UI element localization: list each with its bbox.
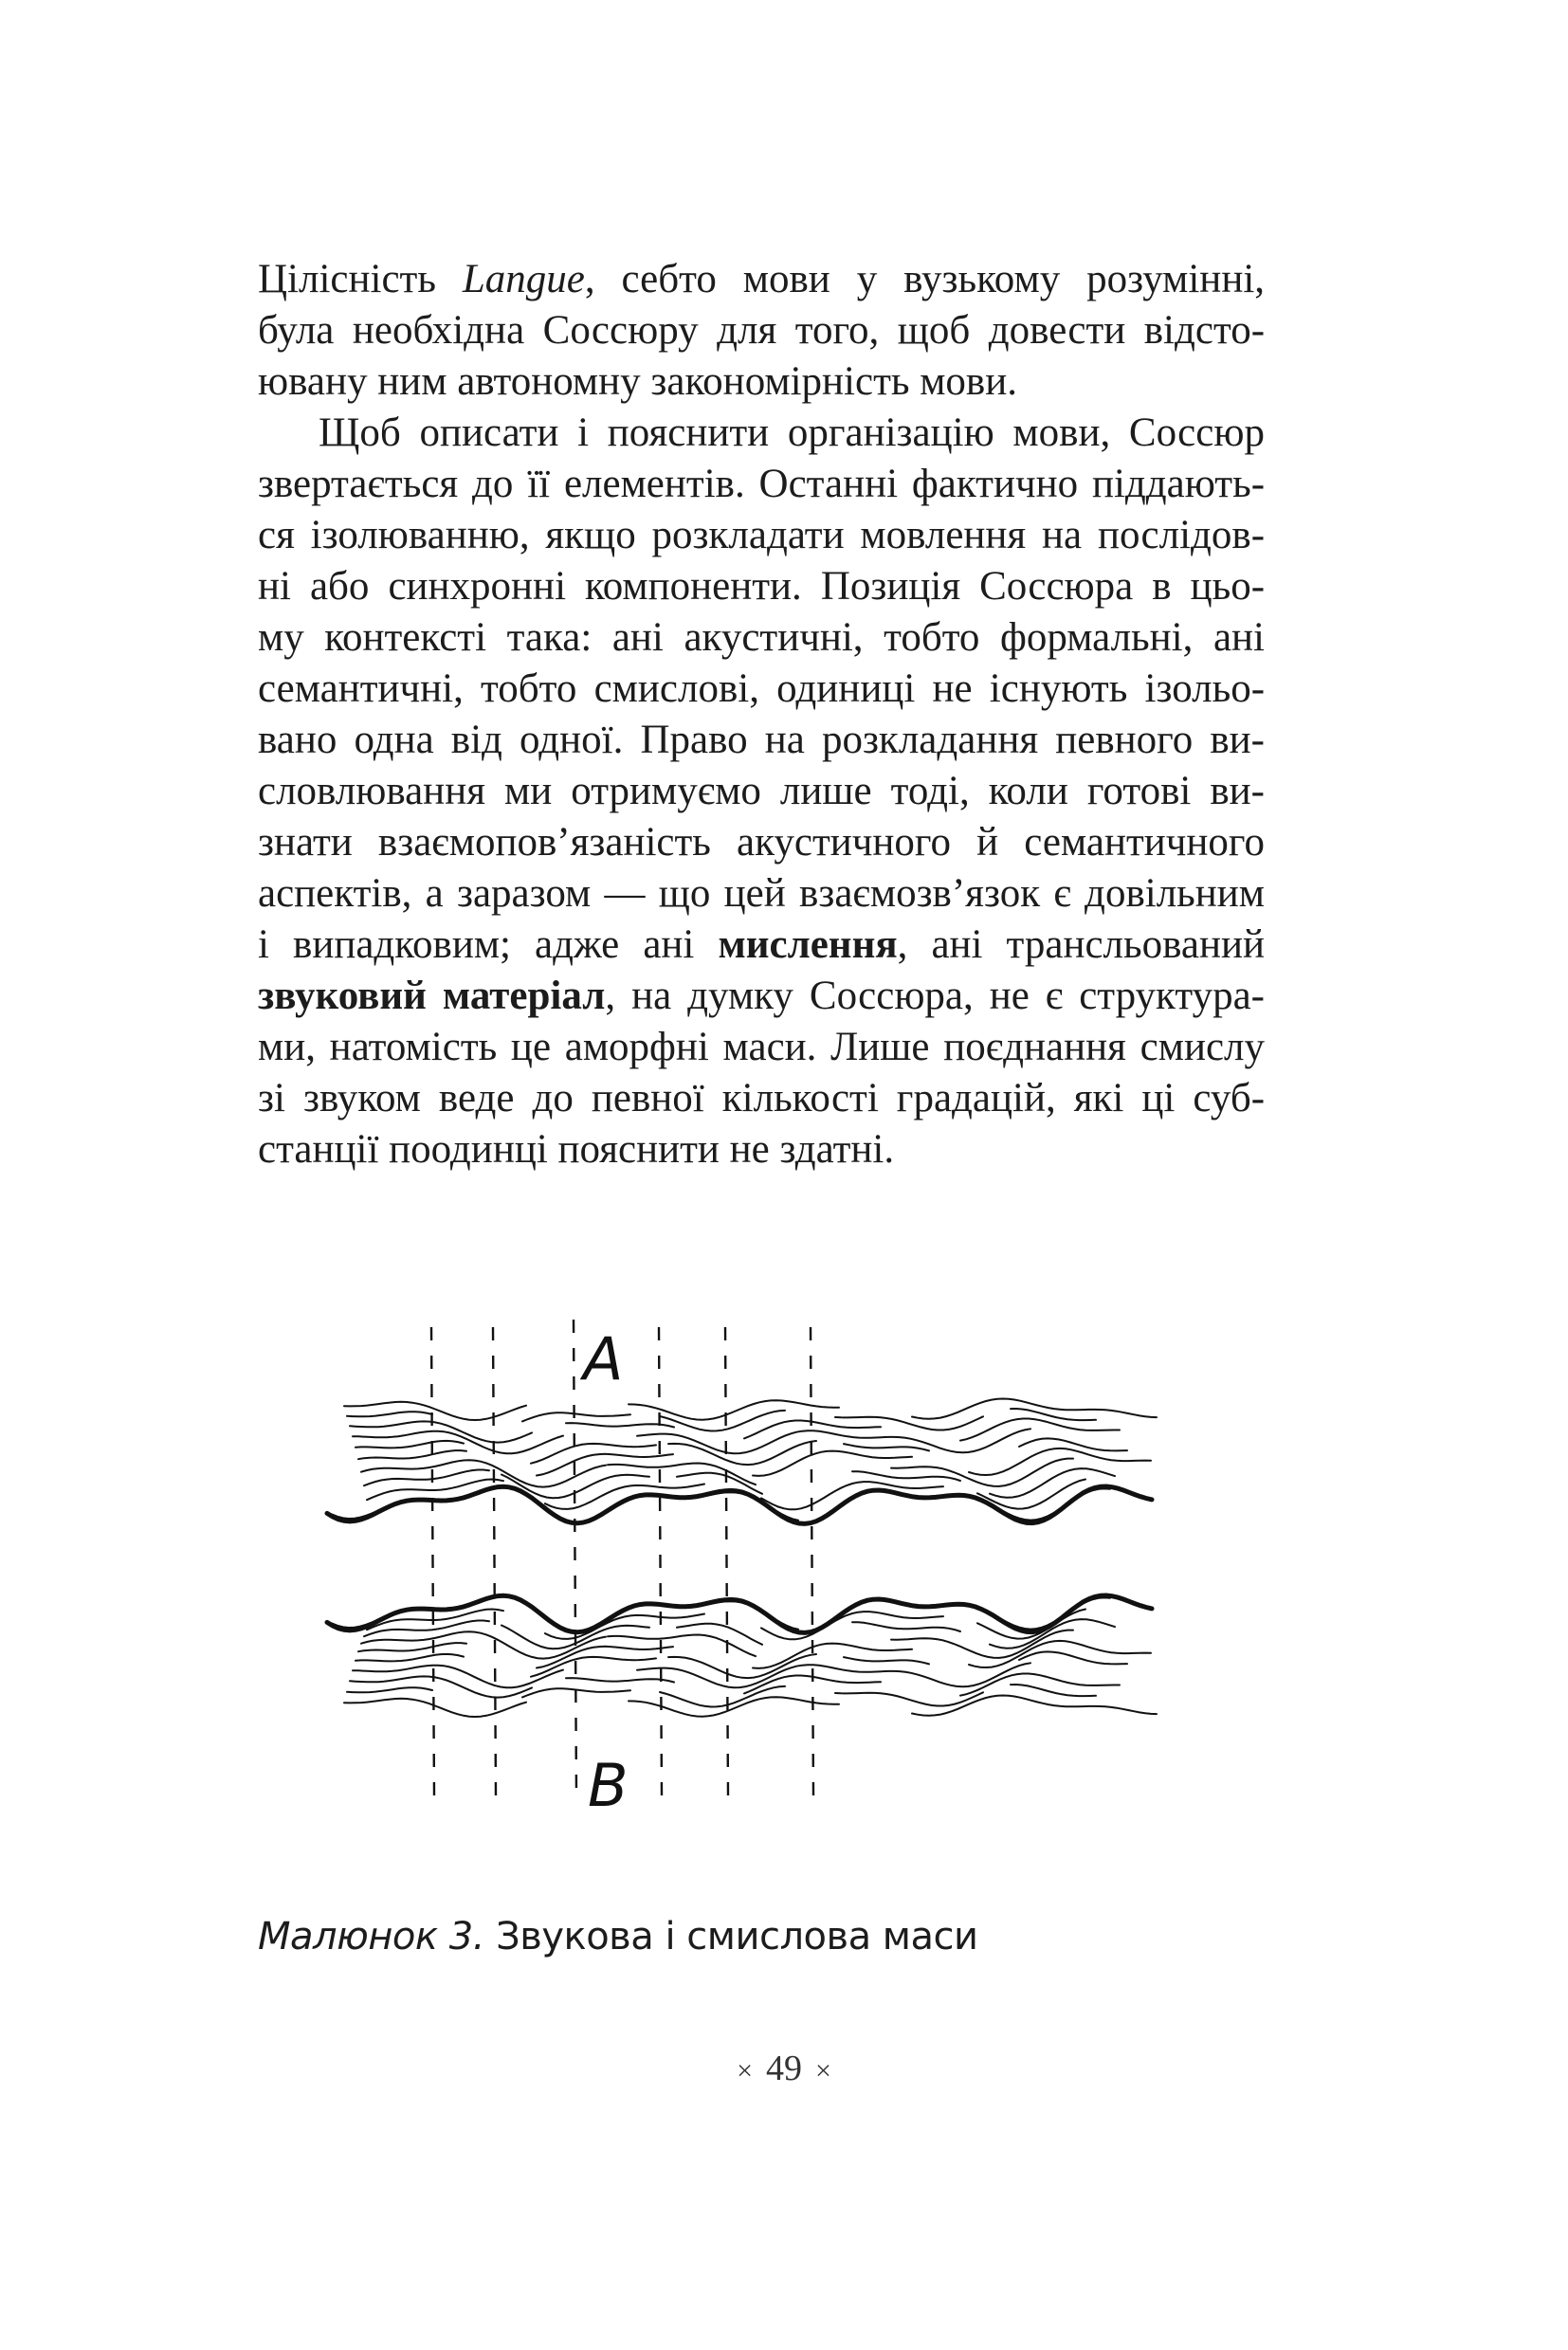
text-line — [258, 766, 1265, 817]
text-run: семантичні, тобто смислові, одиниці не існують ізольо- — [258, 666, 1266, 711]
text-line — [258, 510, 1265, 561]
text-line — [258, 408, 1265, 459]
text-run: ні або синхронні компоненти. Позиція Соссюра в цьо- — [258, 564, 1266, 609]
sound-stroke — [356, 1654, 464, 1662]
figure-label-b: B — [588, 1751, 629, 1820]
text-line — [258, 612, 1265, 664]
mass-b-sound — [327, 1595, 1157, 1717]
sound-stroke — [344, 1699, 526, 1717]
text-line — [258, 971, 1265, 1022]
sound-stroke-edge — [327, 1595, 1152, 1632]
dashed-divider — [725, 1327, 728, 1796]
text-run: станції поодинці пояснити не здатні. — [258, 1127, 895, 1172]
figure-sound-and-meaning-masses — [313, 1299, 1166, 1830]
text-line — [258, 254, 1265, 305]
text-line — [258, 715, 1265, 766]
text-run: словлювання ми отримуємо лише тоді, коли готові ви- — [258, 769, 1266, 813]
text-run: ювану ним автономну закономірність мови. — [258, 359, 1018, 404]
thought-stroke — [753, 1451, 912, 1476]
figure-label-a: A — [583, 1324, 624, 1394]
thought-stroke — [358, 1450, 466, 1459]
thought-stroke — [522, 1412, 630, 1421]
thought-stroke — [347, 1412, 432, 1416]
text-run: була необхідна Соссюру для того, щоб довести відсто- — [258, 308, 1266, 353]
sound-stroke — [347, 1687, 432, 1692]
page-folio — [0, 2048, 1568, 2089]
thought-stroke — [531, 1444, 656, 1464]
text-run: аспектів, а заразом — що цей взаємозв’язок є довільним — [258, 871, 1265, 916]
text-run: ми, натомість це аморфні маси. Лише поєднання смислу — [258, 1025, 1266, 1069]
thought-stroke — [1019, 1438, 1127, 1450]
bold-term: звуковий матеріал — [258, 974, 606, 1018]
dashed-divider — [493, 1327, 496, 1796]
sound-stroke — [1019, 1651, 1127, 1664]
text-run: Щоб описати і пояснити організацію мови, Соссюр — [319, 410, 1265, 455]
sound-stroke — [883, 1663, 1030, 1686]
thought-stroke — [744, 1421, 881, 1439]
sound-stroke — [367, 1610, 503, 1630]
thought-stroke — [637, 1430, 882, 1453]
folio-ornament-left: × — [737, 2055, 753, 2086]
figure-caption — [258, 1915, 977, 1958]
text-line — [258, 305, 1265, 356]
text-run: знати взаємопов’язаність акустичного й семантичного — [258, 820, 1265, 865]
sound-stroke — [358, 1643, 466, 1651]
text-run: звертається до її елементів. Останні фактично піддають- — [258, 462, 1266, 506]
text-run: , себто мови у вузькому розумінні, — [584, 257, 1266, 301]
dashed-divider — [431, 1327, 434, 1796]
thought-stroke — [566, 1423, 674, 1427]
body-text — [258, 254, 1265, 1175]
text-run: вано одна від одної. Право на розкладання певного ви- — [258, 718, 1265, 762]
text-line — [258, 1073, 1265, 1124]
thought-stroke — [608, 1464, 756, 1485]
mass-a-thought — [327, 1399, 1157, 1524]
text-line — [258, 817, 1265, 868]
text-line — [258, 920, 1265, 971]
sound-stroke — [835, 1692, 983, 1705]
sound-stroke — [753, 1644, 912, 1668]
text-line — [258, 868, 1265, 920]
dashed-divider — [811, 1327, 813, 1796]
text-run: зі звуком веде до певної кількості градацій, які ці суб- — [258, 1076, 1266, 1120]
sound-stroke — [608, 1635, 756, 1657]
sound-stroke — [891, 1630, 1073, 1658]
caption-label: Малюнок 3. — [258, 1915, 484, 1958]
caption-text: Звукова і смислова маси — [496, 1915, 978, 1958]
sound-stroke — [852, 1622, 960, 1631]
thought-stroke — [960, 1419, 1120, 1441]
dashed-divider — [659, 1327, 662, 1796]
italic-term: Langue — [462, 257, 585, 301]
text-run: ся ізолюванню, якщо розкладати мовлення на послідов- — [258, 513, 1266, 557]
sound-stroke — [660, 1686, 785, 1707]
sound-stroke — [566, 1678, 674, 1682]
text-line — [258, 1022, 1265, 1073]
thought-stroke — [844, 1444, 929, 1450]
text-line — [258, 459, 1265, 510]
text-line — [258, 356, 1265, 408]
sound-stroke — [844, 1657, 929, 1664]
thought-stroke — [969, 1448, 1151, 1475]
thought-stroke — [990, 1468, 1115, 1498]
text-line — [258, 561, 1265, 612]
text-run: Цілісність — [258, 257, 463, 301]
text-run: , ані трансльований — [897, 922, 1265, 967]
thought-stroke — [883, 1429, 1030, 1452]
thought-stroke — [912, 1399, 1157, 1419]
sound-stroke — [531, 1657, 656, 1677]
text-run: і випадковим; адже ані — [258, 922, 719, 967]
thought-stroke — [344, 1402, 526, 1420]
text-run: му контексті така: ані акустичні, тобто формальні, ані — [258, 615, 1265, 660]
folio-ornament-right: × — [815, 2055, 831, 2086]
bold-term: мислення — [718, 922, 898, 967]
thought-stroke — [852, 1471, 960, 1481]
sound-stroke — [677, 1624, 762, 1645]
text-run: , на думку Соссюра, не є структура- — [605, 974, 1265, 1018]
sound-stroke — [960, 1674, 1120, 1696]
text-line — [258, 664, 1265, 715]
thought-stroke — [356, 1441, 464, 1448]
dashed-divider — [574, 1320, 576, 1796]
page-number: 49 — [766, 2049, 802, 2088]
sound-stroke — [1011, 1685, 1096, 1696]
text-line — [258, 1124, 1265, 1175]
